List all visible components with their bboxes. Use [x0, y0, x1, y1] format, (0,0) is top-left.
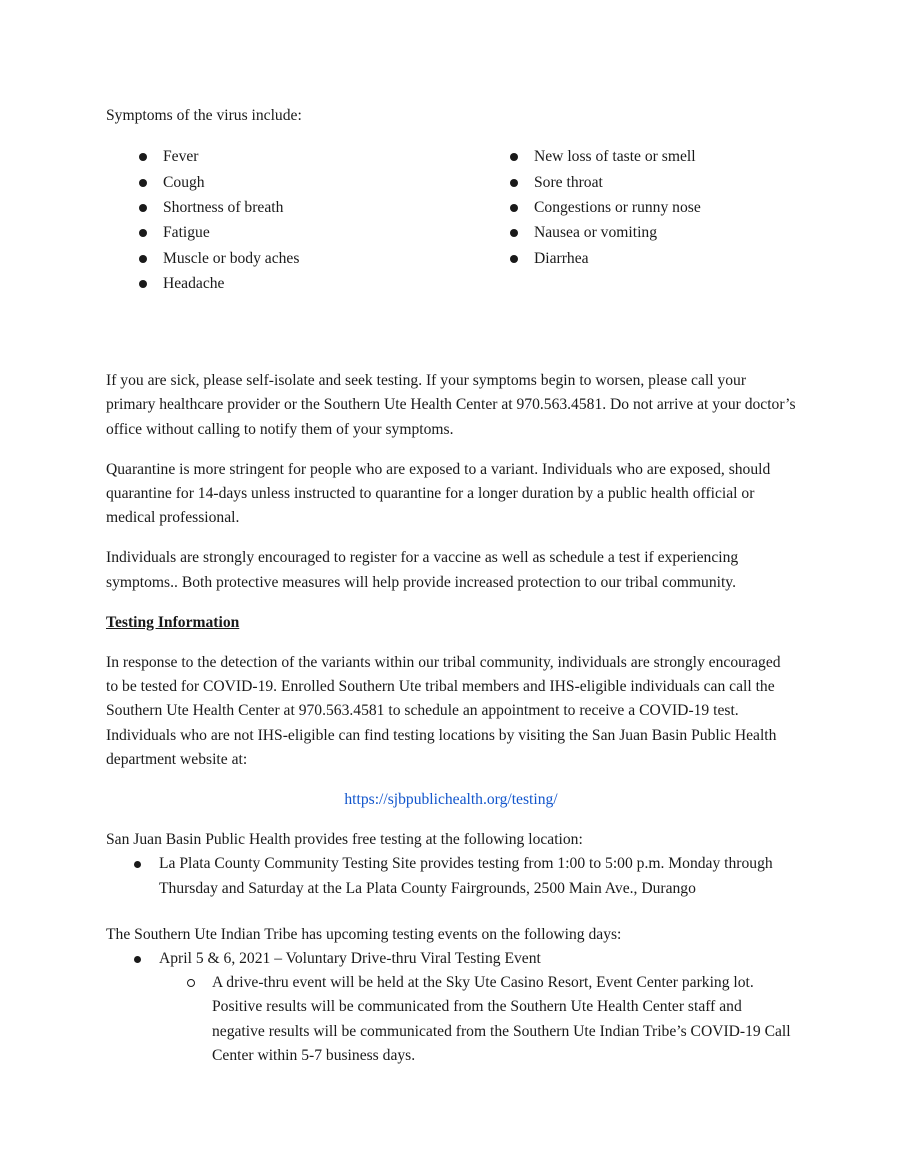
sjbph-locations-list	[106, 852, 796, 900]
sjbph-intro: San Juan Basin Public Health provides free testing at the following location:	[106, 831, 583, 849]
event-details-list	[159, 971, 796, 1068]
symptom-text: Fever	[163, 148, 199, 166]
list-item	[106, 947, 796, 1068]
bullet-icon	[139, 153, 147, 161]
list-item	[510, 220, 701, 245]
symptom-text: Muscle or body aches	[163, 249, 300, 267]
list-item	[159, 971, 796, 1068]
list-item	[139, 220, 299, 245]
symptom-text: Diarrhea	[534, 249, 589, 267]
bullet-icon	[139, 179, 147, 187]
symptoms-left-column	[139, 144, 299, 296]
testing-heading: Testing Information	[106, 613, 240, 631]
list-item	[139, 271, 299, 296]
bullet-icon	[510, 153, 518, 161]
tribe-events-intro: The Southern Ute Indian Tribe has upcoming testing events on the following days:	[106, 925, 622, 943]
bullet-icon	[134, 956, 141, 963]
bullet-icon	[510, 255, 518, 263]
list-item	[106, 852, 796, 900]
bullet-icon	[510, 204, 518, 212]
symptoms-intro: Symptoms of the virus include:	[106, 107, 302, 124]
testing-link[interactable]: https://sjbpublichealth.org/testing/	[344, 791, 558, 809]
symptom-text: Sore throat	[534, 173, 603, 191]
symptom-text: Fatigue	[163, 224, 210, 242]
bullet-icon	[139, 255, 147, 263]
symptom-text: Shortness of breath	[163, 198, 284, 216]
bullet-icon	[134, 861, 141, 868]
list-item	[510, 246, 701, 271]
symptom-text: Cough	[163, 173, 205, 191]
vaccine-paragraph: Individuals are strongly encouraged to register for a vaccine as well as schedule a test if experiencing symptoms.. Both protective measures will help provide increased protection to our tribal community.	[106, 549, 739, 591]
hollow-bullet-icon	[187, 979, 195, 987]
list-item	[139, 246, 299, 271]
symptom-text: Nausea or vomiting	[534, 224, 657, 242]
bullet-icon	[510, 179, 518, 187]
bullet-icon	[139, 280, 147, 288]
testing-paragraph: In response to the detection of the variants within our tribal community, individuals are strongly encouraged to be tested for COVID-19. Enrolled Southern Ute tribal members and IHS-eligible individuals can call the Southern Ute Health Center at 970.563.4581 to schedule an appointment to receive a COVID-19 test. Individuals who are not IHS-eligible can find testing locations by visiting the San Juan Basin Public Health department website at:	[106, 654, 781, 768]
quarantine-paragraph: Quarantine is more stringent for people who are exposed to a variant. Individuals who are exposed, should quarantine for 14-days unless instructed to quarantine for a longer duration by a public health official or medical professional.	[106, 460, 771, 527]
list-item	[510, 144, 701, 169]
list-item	[510, 195, 701, 220]
bullet-icon	[139, 204, 147, 212]
event-detail-text: A drive-thru event will be held at the Sky Ute Casino Resort, Event Center parking lot. Positive results will be communicated from the Southern Ute Health Center staff and negative results will be communicated from the Southern Ute Indian Tribe’s COVID-19 Call Center within 5-7 business days.	[212, 974, 791, 1064]
list-item	[510, 170, 701, 195]
sick-guidance-paragraph: If you are sick, please self-isolate and seek testing. If your symptoms begin to worsen, please call your primary healthcare provider or the Southern Ute Health Center at 970.563.4581. Do not arrive at your doctor’s office without calling to notify them of your symptoms.	[106, 372, 796, 438]
list-item	[139, 144, 299, 169]
document-page	[106, 104, 796, 1068]
location-text: La Plata County Community Testing Site provides testing from 1:00 to 5:00 p.m. Monday through Thursday and Saturday at the La Plata County Fairgrounds, 2500 Main Ave., Durango	[159, 855, 773, 897]
symptoms-list	[106, 144, 796, 314]
bullet-icon	[510, 229, 518, 237]
symptom-text: New loss of taste or smell	[534, 148, 696, 166]
tribe-events-list	[106, 947, 796, 1068]
symptoms-right-column	[510, 144, 701, 271]
event-title: April 5 & 6, 2021 – Voluntary Drive-thru Viral Testing Event	[159, 950, 541, 968]
list-item	[139, 170, 299, 195]
symptom-text: Headache	[163, 275, 225, 293]
list-item	[139, 195, 299, 220]
symptom-text: Congestions or runny nose	[534, 198, 701, 216]
testing-link-row	[106, 788, 796, 812]
bullet-icon	[139, 229, 147, 237]
